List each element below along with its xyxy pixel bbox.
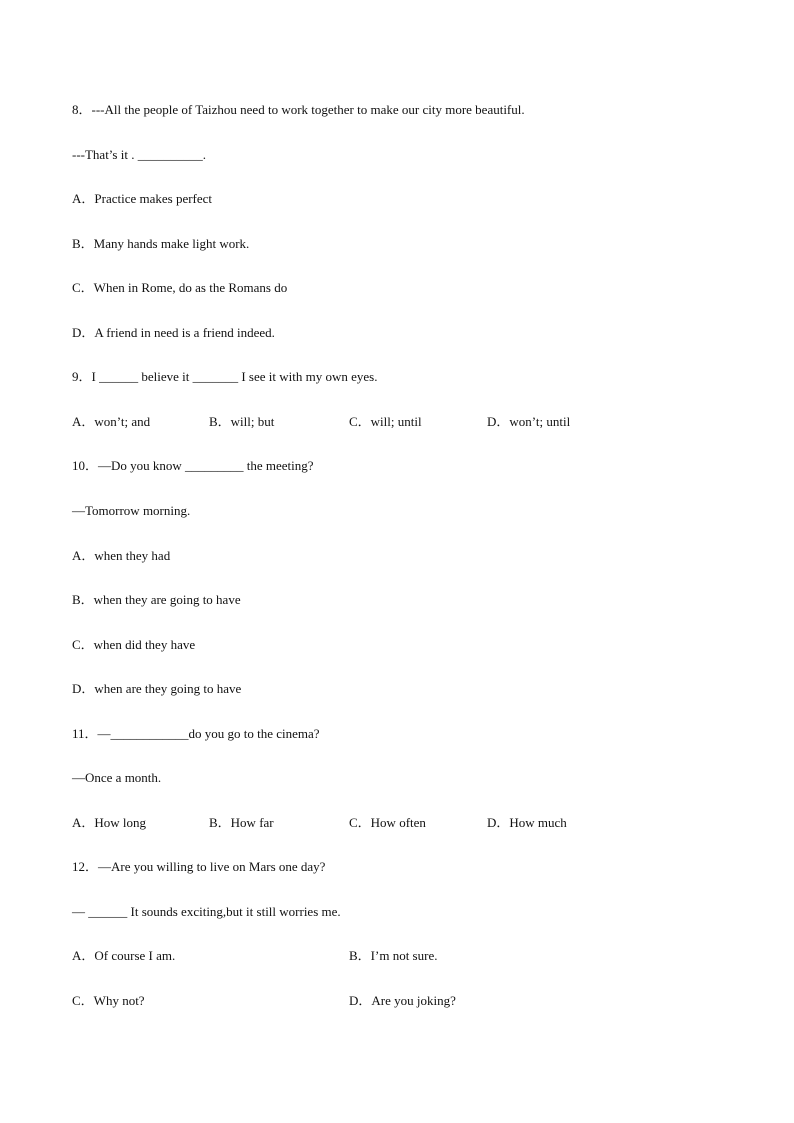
question-10-option-b: B．when they are going to have — [72, 592, 241, 607]
question-12-option-a: A．Of course I am. — [72, 948, 176, 963]
question-12-option-d: D．Are you joking? — [349, 993, 456, 1008]
question-12-options-row-2 — [72, 993, 712, 1009]
question-8-stem: 8．---All the people of Taizhou need to work together to make our city more beautiful. — [72, 102, 525, 117]
question-9-option-b: B．will; but — [209, 414, 275, 429]
question-11-option-b: B．How far — [209, 815, 274, 830]
question-10-stem: 10．—Do you know _________ the meeting? — [72, 458, 314, 473]
question-10-reply: —Tomorrow morning. — [72, 503, 191, 518]
question-11-reply: —Once a month. — [72, 770, 162, 785]
question-11-option-d: D．How much — [487, 815, 567, 830]
question-8-option-d: D．A friend in need is a friend indeed. — [72, 325, 275, 340]
question-10-option-a: A．when they had — [72, 548, 171, 563]
question-9-option-d: D．won’t; until — [487, 414, 571, 429]
question-11-stem: 11．—____________do you go to the cinema? — [72, 726, 320, 741]
question-9-options — [72, 414, 712, 430]
question-11-option-c: C．How often — [349, 815, 426, 830]
question-11-options — [72, 815, 712, 831]
question-12-option-c: C．Why not? — [72, 993, 145, 1008]
question-10-option-c: C．when did they have — [72, 637, 196, 652]
question-8-option-b: B．Many hands make light work. — [72, 236, 250, 251]
question-12-stem: 12．—Are you willing to live on Mars one day? — [72, 859, 326, 874]
question-12-option-b: B．I’m not sure. — [349, 948, 438, 963]
question-8-option-c: C．When in Rome, do as the Romans do — [72, 280, 288, 295]
question-9-stem: 9．I ______ believe it _______ I see it with my own eyes. — [72, 369, 378, 384]
question-10-option-d: D．when are they going to have — [72, 681, 242, 696]
question-12-reply: — ______ It sounds exciting,but it still worries me. — [72, 904, 341, 919]
question-8-option-a: A．Practice makes perfect — [72, 191, 213, 206]
question-8-reply: ---That’s it . __________. — [72, 147, 206, 162]
question-12-options-row-1 — [72, 948, 712, 964]
question-11-option-a: A．How long — [72, 815, 147, 830]
question-9-option-a: A．won’t; and — [72, 414, 151, 429]
question-9-option-c: C．will; until — [349, 414, 422, 429]
